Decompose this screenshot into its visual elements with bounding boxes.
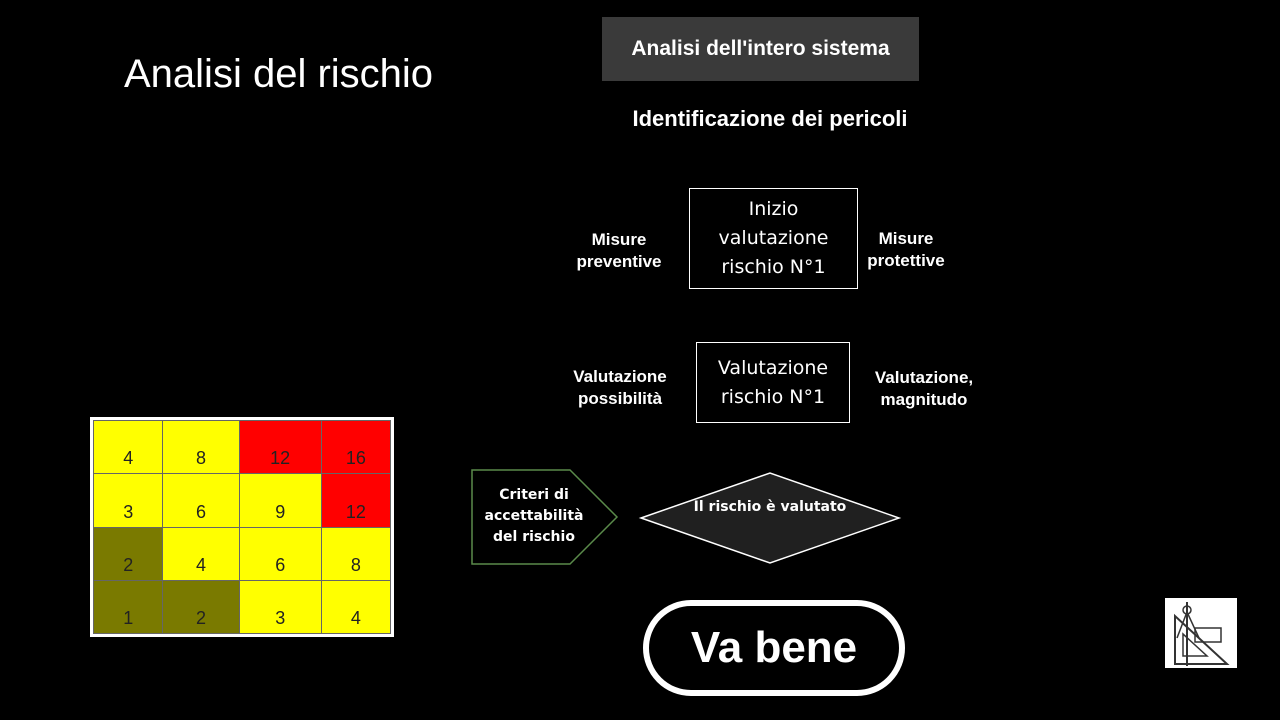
magnitude-evaluation-label: Valutazione, magnitudo bbox=[874, 368, 974, 409]
drafting-tools-logo-icon bbox=[1165, 598, 1237, 668]
acceptability-criteria-text: Criteri di accettabilità del rischio bbox=[484, 487, 584, 545]
risk-matrix-cell: 6 bbox=[239, 527, 321, 580]
risk-matrix-cell: 12 bbox=[321, 474, 390, 527]
risk-matrix-cell: 12 bbox=[239, 421, 321, 474]
risk-matrix-cell: 8 bbox=[321, 527, 390, 580]
risk-matrix-table bbox=[93, 420, 391, 634]
hazard-identification-label: Identificazione dei pericoli bbox=[632, 106, 908, 131]
risk-matrix-row bbox=[94, 474, 391, 527]
risk-matrix bbox=[90, 417, 394, 637]
risk-matrix-cell: 16 bbox=[321, 421, 390, 474]
risk-matrix-cell: 2 bbox=[94, 527, 163, 580]
risk-matrix-row bbox=[94, 421, 391, 474]
va-bene-badge: Va bene bbox=[643, 600, 905, 696]
system-analysis-box: Analisi dell'intero sistema bbox=[602, 17, 919, 81]
risk-matrix-cell: 2 bbox=[163, 580, 239, 633]
risk-matrix-cell: 4 bbox=[163, 527, 239, 580]
risk-matrix-cell: 4 bbox=[321, 580, 390, 633]
risk-matrix-cell: 3 bbox=[94, 474, 163, 527]
risk-matrix-cell: 8 bbox=[163, 421, 239, 474]
risk-evaluation-text: Valutazione rischio N°1 bbox=[717, 356, 829, 408]
decision-text: Il rischio è valutato bbox=[693, 499, 847, 515]
start-risk-evaluation-text: Inizio valutazione rischio N°1 bbox=[718, 198, 829, 278]
probability-evaluation-label: Valutazione possibilità bbox=[573, 367, 667, 408]
risk-matrix-row bbox=[94, 580, 391, 633]
risk-matrix-cell: 1 bbox=[94, 580, 163, 633]
risk-matrix-cell: 6 bbox=[163, 474, 239, 527]
preventive-measures-label: Misure preventive bbox=[576, 230, 662, 271]
risk-matrix-cell: 9 bbox=[239, 474, 321, 527]
risk-matrix-cell: 4 bbox=[94, 421, 163, 474]
protective-measures-label: Misure protettive bbox=[867, 229, 945, 270]
slide-title: Analisi del rischio bbox=[124, 52, 434, 96]
risk-matrix-row bbox=[94, 527, 391, 580]
risk-matrix-cell: 3 bbox=[239, 580, 321, 633]
